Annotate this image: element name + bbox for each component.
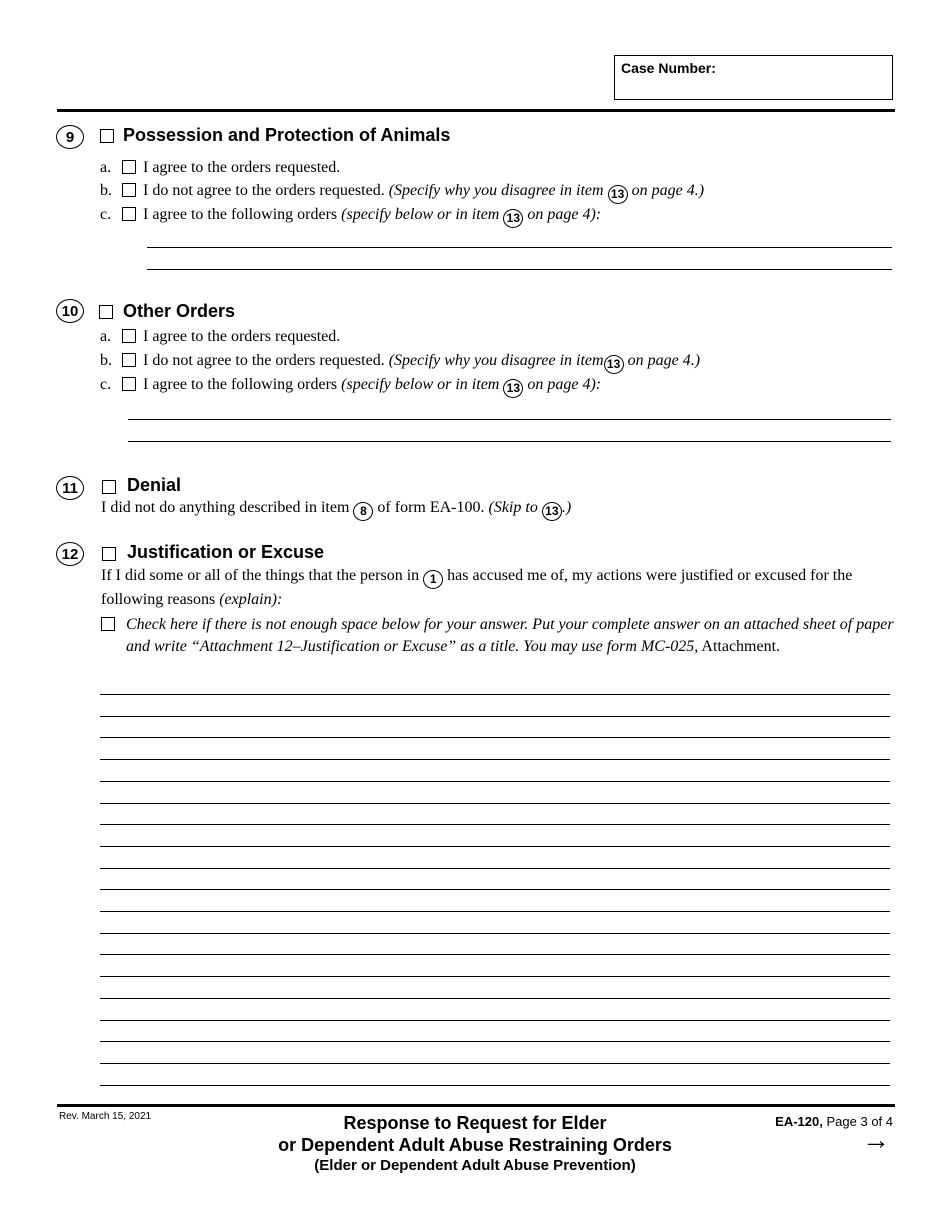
section-9-b-checkbox[interactable] [122,183,136,197]
header-rule [57,109,895,112]
footer-title-line-1: Response to Request for Elder [343,1113,607,1133]
section-12-text: If I did some or all of the things that the person in 1 has accused me of, my actions were justified or excused for the following reasons (explain): [101,567,853,608]
footer-rule [57,1104,895,1107]
section-9-option-b: b. I do not agree to the orders requested. (Specify why you disagree in item 13 on page 4.) [100,182,704,204]
footer-title [200,1112,750,1176]
write-line[interactable] [128,441,891,442]
attachment-checkbox[interactable] [101,617,115,631]
section-9-title: Possession and Protection of Animals [123,125,451,145]
section-9-option-c: c. I agree to the following orders (specify below or in item 13 on page 4): [100,206,601,228]
section-9-checkbox[interactable] [100,129,114,143]
answer-line[interactable] [100,781,890,782]
answer-line[interactable] [100,889,890,890]
section-10-a-checkbox[interactable] [122,329,136,343]
write-line[interactable] [147,247,892,248]
section-10-title: Other Orders [123,301,236,321]
item-number-11: 11 [56,476,84,500]
answer-line[interactable] [100,954,890,955]
write-line[interactable] [147,269,892,270]
revision-date: Rev. March 15, 2021 [59,1111,152,1122]
section-12-title: Justification or Excuse [127,542,325,562]
section-10-checkbox[interactable] [99,305,113,319]
item-number-9: 9 [56,125,84,149]
section-11-title: Denial [127,475,182,495]
answer-line[interactable] [100,737,890,738]
item-ref-13: 13 [604,355,624,374]
item-ref-8: 8 [353,502,373,521]
item-ref-13: 13 [503,209,523,228]
section-10-c-checkbox[interactable] [122,377,136,391]
item-number-12: 12 [56,542,84,566]
item-ref-1: 1 [423,570,443,589]
footer-subtitle: (Elder or Dependent Adult Abuse Prevention) [314,1157,636,1174]
item-number-10: 10 [56,299,84,323]
footer-title-line-2: or Dependent Adult Abuse Restraining Orders [278,1135,672,1155]
attachment-instructions: Check here if there is not enough space below for your answer. Put your complete answer on an attached sheet of paper and write “Attachment 12–Justification or Excuse” as a title. You may use form MC-025, Attachment. [126,616,894,655]
answer-line[interactable] [100,868,890,869]
answer-line[interactable] [100,716,890,717]
answer-line[interactable] [100,824,890,825]
section-10-b-checkbox[interactable] [122,353,136,367]
section-10-option-c: c. I agree to the following orders (specify below or in item 13 on page 4): [100,376,601,398]
answer-line[interactable] [100,1085,890,1086]
write-line[interactable] [128,419,891,420]
section-10-option-a: a. I agree to the orders requested. [100,328,341,345]
item-ref-13: 13 [503,379,523,398]
answer-line[interactable] [100,694,890,695]
answer-line[interactable] [100,911,890,912]
form-id: EA-120, [775,1114,823,1129]
section-9-c-checkbox[interactable] [122,207,136,221]
item-ref-13: 13 [542,502,562,521]
section-11-checkbox[interactable] [102,480,116,494]
answer-line[interactable] [100,1020,890,1021]
answer-line[interactable] [100,1063,890,1064]
case-number-label: Case Number: [621,60,716,76]
answer-line[interactable] [100,759,890,760]
item-ref-13: 13 [608,185,628,204]
answer-line[interactable] [100,998,890,999]
answer-line[interactable] [100,803,890,804]
section-10-option-b: b. I do not agree to the orders requested. (Specify why you disagree in item 13 on page 4.) [100,352,700,374]
answer-line[interactable] [100,976,890,977]
page-number: Page 3 of 4 [826,1114,893,1129]
answer-line[interactable] [100,846,890,847]
section-9-option-a: a. I agree to the orders requested. [100,159,341,176]
answer-line[interactable] [100,1041,890,1042]
section-9-a-checkbox[interactable] [122,160,136,174]
section-12-checkbox[interactable] [102,547,116,561]
section-11-text: I did not do anything described in item 8 of form EA-100. (Skip to 13 .) [101,499,571,521]
next-page-arrow-icon: → [862,1124,890,1155]
answer-line[interactable] [100,933,890,934]
case-number-field[interactable] [614,55,893,100]
